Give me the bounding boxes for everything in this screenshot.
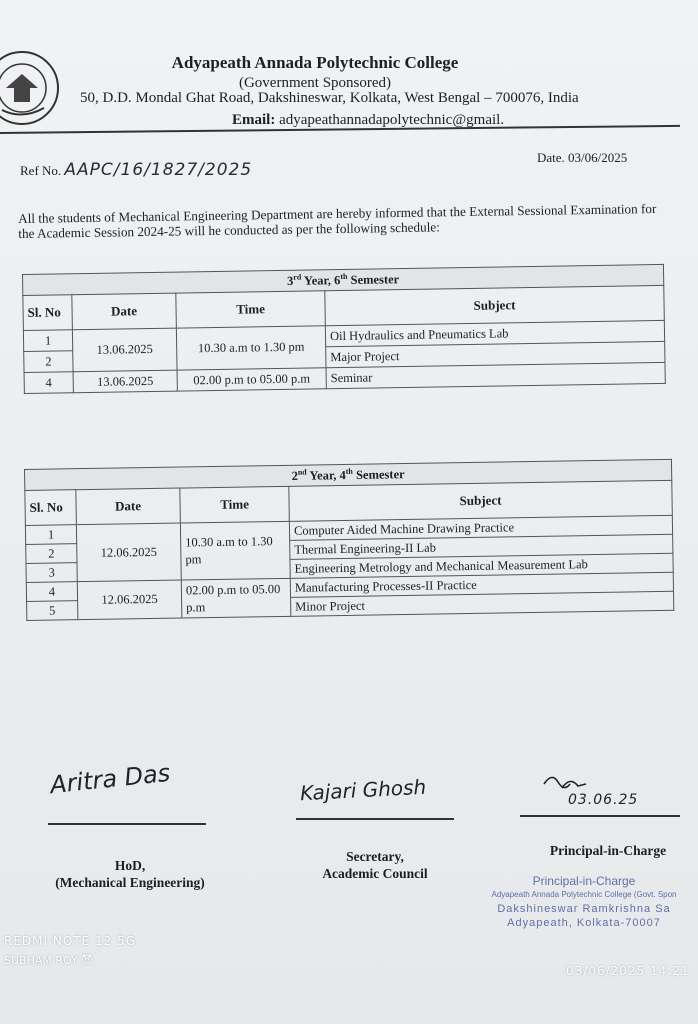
camera-watermark-timestamp: 03/06/2025 14:21 [566, 964, 690, 978]
hod-signature-line [48, 823, 206, 825]
camera-watermark-owner: SUBHAM ROY 😈 [4, 954, 93, 967]
col-header-sl: Sl. No [23, 295, 73, 331]
principal-signature-line [520, 815, 680, 817]
reference-number [20, 160, 252, 180]
secretary-signature: Kajari Ghosh [299, 774, 427, 806]
table-row: 4 13.06.2025 02.00 p.m to 05.00 p.m Seminar [24, 362, 665, 393]
schedule-table-4th-semester [24, 459, 674, 621]
col-header-sl: Sl. No [25, 490, 77, 526]
col-header-time: Time [176, 291, 326, 328]
col-header-subject: Subject [289, 480, 673, 521]
email-label: Email: [232, 112, 276, 128]
principal-designation: Principal-in-Charge [549, 843, 667, 858]
table-caption: 3rd Year, 6th Semester [23, 264, 664, 295]
schedule-table-6th-semester [22, 264, 666, 394]
hod-designation: HoD, (Mechanical Engineering) [55, 858, 205, 890]
principal-signature-date: 03.06.25 [568, 792, 639, 808]
table-row: 1 12.06.2025 10.30 a.m to 1.30 pm Computer Aided Machine Drawing Practice [25, 515, 672, 544]
col-header-time: Time [180, 486, 290, 523]
official-stamp: Principal-in-Charge Adyapeath Annada Polytechnic College (Govt. Spon Dakshineswar Ramkrishna Sa Adyapeath, Kolkata-70007 [491, 874, 677, 929]
college-logo [0, 48, 66, 128]
ref-value: AAPC/16/1827/2025 [64, 160, 253, 180]
table-row: 4 12.06.2025 02.00 p.m to 05.00 p.m Manufacturing Processes-II Practice [26, 572, 673, 601]
notice-intro: All the students of Mechanical Engineering Department are hereby informed that the External Sessional Examination for the Academic Session 2024-25 will he conducted as per the following schedule: [18, 200, 657, 241]
table-row: 2 Major Project [24, 341, 665, 372]
sponsorship-note: (Government Sponsored) [238, 75, 392, 91]
table-row: 2 Thermal Engineering-II Lab [26, 534, 673, 563]
college-address: 50, D.D. Mondal Ghat Road, Dakshineswar, Kolkata, West Bengal – 700076, India [80, 90, 579, 106]
col-header-subject: Subject [325, 285, 665, 325]
table-caption: 2nd Year, 4th Semester [25, 459, 672, 490]
camera-watermark-device: REDMI NOTE 12 5G [4, 934, 137, 948]
hod-signature: Aritra Das [48, 758, 172, 800]
col-header-date: Date [76, 488, 181, 525]
table-row: 5 Minor Project [27, 591, 674, 620]
email-value: adyapeathannadapolytechnic@gmail. [279, 112, 505, 128]
secretary-designation: Secretary, Academic Council [322, 849, 428, 881]
notice-date: Date. 03/06/2025 [537, 150, 628, 165]
table-row: 1 13.06.2025 10.30 a.m to 1.30 pm Oil Hydraulics and Pneumatics Lab [23, 320, 664, 351]
college-name: Adyapeath Annada Polytechnic College [171, 53, 459, 72]
col-header-date: Date [72, 293, 177, 330]
ref-label: Ref No. [20, 163, 62, 178]
table-row: 3 Engineering Metrology and Mechanical Measurement Lab [26, 553, 673, 582]
secretary-signature-line [296, 818, 454, 820]
